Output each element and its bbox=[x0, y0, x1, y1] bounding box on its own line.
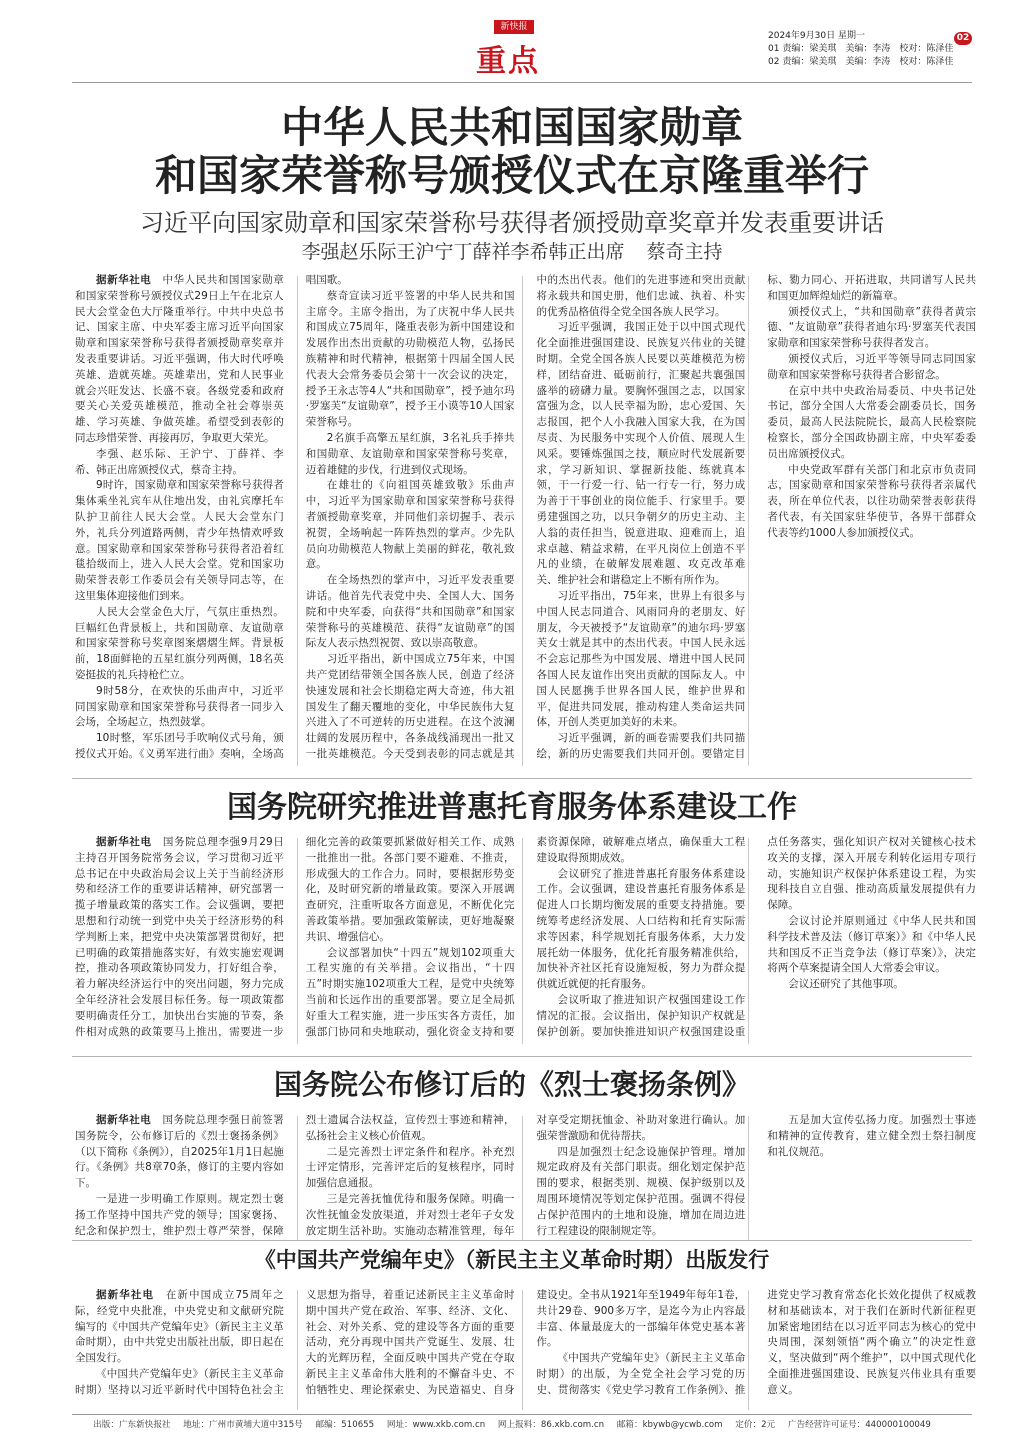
article-paragraph: 习近平指出，75年来，世界上有很多与中国人民志同道合、风雨同舟的老朋友、好朋友，今天被授予“友谊勋章”的迪尔玛·罗塞芙女士就是其中的杰出代表。中国人民永远不会忘记那些为中国发展、增进中国人民同各国人民友谊作出突出贡献的国际友人。中国人民愿携手世界各国人民，维护世界和平，促进共同发展，推动构建人类命运共同体，开创人类更加美好的未来。 bbox=[536, 589, 746, 729]
publisher-footer bbox=[72, 1418, 952, 1432]
article-paragraph: 《中国共产党编年史》（新民主主义革命时期）坚持以习近平新时代中国特色社会主义思想为指导，着重记述新民主主义革命时期中国共产党在政治、军事、经济、文化、社会、对外关系、党的建设等各方面的重要活动，充分再现中国共产党诞生、发展、壮大的光辉历程，全面反映中国共产党在夺取新民主主义革命伟大胜利的不懈奋斗史、不怕牺牲史、理论探索史、为民造福史、自身建设史。全书从1921年至1949年每年1卷，共计29卷、900多万字，是迄今为止内容最丰富、体量最庞大的一部编年体党史基本著作。 bbox=[75, 1289, 746, 1396]
footer-tip-line: 网上报料：86.xkb.com.cn bbox=[497, 1420, 605, 1430]
page-number-badge: 02 bbox=[954, 32, 972, 45]
article-paragraph: 《中国共产党编年史》（新民主主义革命时期）的出版，为全党全社会学习党的历史、贯彻落实《党史学习教育工作条例》、推进党史学习教育常态化长效化提供了权威教材和基础读本，对于我们在新时代新征程更加紧密地团结在以习近平同志为核心的党中央周围，深刻领悟“两个确立”的决定性意义，坚决做到“两个维护”，以中国式现代化全面推进强国建设、民族复兴伟业具有重要意义。 bbox=[536, 1289, 976, 1396]
article-paragraph: 10时整，军乐团号手吹响仪式号角，颁授仪式开始。《义勇军进行曲》奏响，全场高唱国歌。 bbox=[75, 274, 348, 760]
article-paragraph: 据新华社电 在新中国成立75周年之际，经党中央批准，中央党史和文献研究院编写的《中国共产党编年史》（新民主主义革命时期），由中共党史出版社出版，即日起在全国发行。 bbox=[75, 1289, 284, 1365]
article-paragraph: 五是加大宣传弘扬力度。加强烈士事迹和精神的宣传教育，建立健全烈士祭扫制度和礼仪规范。 bbox=[767, 1114, 976, 1158]
header-divider bbox=[72, 82, 972, 83]
section-divider bbox=[72, 1056, 972, 1057]
lead-attendance-line bbox=[40, 240, 984, 264]
editor-line: 01 责编：梁美琪 美编：李涛 校对：陈泽佳 bbox=[768, 44, 953, 54]
article-paragraph: 习近平强调，新的画卷需要我们共同描绘，新的历史需要我们共同开创。要错定目标、勠力同心、开拓进取，共同谱写人民共和国更加辉煌灿烂的新篇章。 bbox=[536, 274, 976, 760]
article-paragraph: 在京中共中央政治局委员、中央书记处书记，部分全国人大常委会副委员长，国务委员，最高人民法院院长，最高人民检察院检察长，部分全国政协副主席，中央军委委员出席颁授仪式。 bbox=[767, 384, 976, 460]
article-paragraph: 三是完善抚恤优待和服务保障。明确一次性抚恤金发放渠道，并对烈士老年子女发放定期生活补助。实施动态精准管理，每年对享受定期抚恤金、补助对象进行确认。加强荣誉激励和优待帮扶。 bbox=[305, 1114, 746, 1237]
article-paragraph: 二是完善烈士评定条件和程序。补充烈士评定情形，完善评定后的复核程序，同时加强信息通报。 bbox=[305, 1145, 515, 1190]
footer-license: 广告经营许可证号：440000100049 bbox=[787, 1420, 931, 1430]
paper-badge: 新快报 bbox=[494, 20, 534, 34]
column-divider bbox=[748, 1116, 749, 1240]
column-divider bbox=[522, 838, 523, 1044]
section-divider bbox=[72, 778, 972, 779]
issue-date: 2024年9月30日 星期一 bbox=[768, 31, 865, 41]
story4-headline: 《中国共产党编年史》（新民主主义革命时期）出版发行 bbox=[254, 1247, 770, 1272]
lead-subhead: 习近平向国家勋章和国家荣誉称号获得者颁授勋章奖章并发表重要讲话 bbox=[140, 209, 884, 237]
footer-website: 网址：www.xkb.com.cn bbox=[386, 1420, 486, 1430]
story2-headline: 国务院研究推进普惠托育服务体系建设工作 bbox=[227, 790, 797, 825]
article-paragraph: 习近平强调，我国正处于以中国式现代化全面推进强国建设、民族复兴伟业的关键时期。全党全国各族人民要以英雄模范为榜样，团结奋进、砥砺前行，汇聚起共襄强国盛举的磅礴力量。要胸怀强国之志，以国家富强为念，以人民幸福为盼，忠心爱国、矢志报国，把个人小我融入国家大我，在为国尽责、为民服务中实现个人价值、展现人生风采。要锤炼强国之技，顺应时代发展新要求，学习新知识、掌握新技能、练就真本领，干一行爱一行、钻一行专一行，努力成为善于干事创业的岗位能手、行家里手。要勇建强国之功，以只争朝夕的历史主动、主人翁的责任担当，锐意进取、迎难而上，追求卓越、精益求精，在平凡岗位上创造不平凡的业绩，在破解发展难题、攻克改革难关、维护社会和谐稳定上不断有所作为。 bbox=[536, 321, 746, 587]
story3-body bbox=[75, 1113, 976, 1241]
article-paragraph: 据新华社电 国务院总理李强9月29日主持召开国务院常务会议，学习贯彻习近平总书记在中央政治局会议上关于当前经济形势和经济工作的重要讲话精神，研究部署一揽子增量政策的落实工作。会议强调，要把思想和行动统一到党中央关于经济形势的科学判断上来，把党中央决策部署贯彻好，把已明确的政策措施落实好，有效实施宏观调控，推动各项政策协同发力，打好组合拳，着力解决经济运行中的突出问题，努力完成全年经济社会发展目标任务。每一项政策都要明确责任分工，加快出台实施的节奏，条件相对成熟的政策要马上推出，需要进一步细化完善的政策要抓紧做好相关工作、成熟一批推出一批。各部门要不避难、不推责，形成强大的工作合力。同时，要根据形势变化，及时研究新的增量政策。要深入开展调查研究，注重听取各方面意见，不断优化完善政策举措。要加强政策解读，更好地凝聚共识、增强信心。 bbox=[75, 836, 515, 1038]
story2-body bbox=[75, 835, 976, 1045]
footer-email: 邮箱：kbywb@ycwb.com bbox=[616, 1420, 723, 1430]
column-divider bbox=[522, 1116, 523, 1240]
footer-postcode: 邮编：510655 bbox=[315, 1420, 375, 1430]
article-paragraph: 在雄壮的《向祖国英雄致敬》乐曲声中，习近平为国家勋章和国家荣誉称号获得者颁授勋章奖章，并同他们亲切握手、表示祝贺，全场响起一阵阵热烈的掌声。少先队员向功勋模范人物献上美丽的鲜花，敬礼致意。 bbox=[305, 479, 515, 571]
article-paragraph: 人民大会堂金色大厅，气氛庄重热烈。巨幅红色背景板上，共和国勋章、友谊勋章和国家荣誉称号奖章图案熠熠生辉。背景板前，18面鲜艳的五星红旗分列两侧，18名英姿挺拔的礼兵持枪伫立。 bbox=[75, 605, 284, 681]
article-paragraph: 一是进一步明确工作原则。规定烈士褒扬工作坚持中国共产党的领导；国家褒扬、纪念和保护烈士，维护烈士尊严荣誉，保障烈士遗属合法权益，宣传烈士事迹和精神，弘扬社会主义核心价值观。 bbox=[75, 1114, 515, 1237]
article-paragraph: 据新华社电 国务院总理李强日前签署国务院令，公布修订后的《烈士褒扬条例》（以下简称《条例》），自2025年1月1日起施行。《条例》共8章70条，修订的主要内容如下。 bbox=[75, 1114, 284, 1190]
column-divider bbox=[522, 276, 523, 766]
attendance-text: 李强赵乐际王沪宁丁薛祥李希韩正出席 bbox=[301, 241, 625, 263]
footer-address: 地址：广州市黄埔大道中315号 bbox=[183, 1420, 303, 1430]
article-paragraph: 颁授仪式后，习近平等领导同志同国家勋章和国家荣誉称号获得者合影留念。 bbox=[767, 352, 976, 381]
article-paragraph: 会议部署加快“十四五”规划102项重大工程实施的有关举措。会议指出，“十四五”时期实施102项重大工程，是党中央统筹当前和长远作出的重要部署。要立足全局抓好重大工程实施，进一步压实各方责任，加强部门协同和央地联动，强化资金支持和要素资源保障，破解难点堵点，确保重大工程建设取得预期成效。 bbox=[305, 836, 746, 1038]
lead-story-body bbox=[75, 273, 976, 769]
dateline: 据新华社电 bbox=[96, 1114, 152, 1126]
column-divider bbox=[297, 1116, 298, 1240]
dateline: 据新华社电 bbox=[96, 1289, 155, 1301]
column-divider bbox=[748, 1290, 749, 1410]
dateline: 据新华社电 bbox=[96, 836, 152, 848]
article-paragraph: 会议讨论并原则通过《中华人民共和国科学技术普及法（修订草案）》和《中华人民共和国反不正当竞争法（修订草案）》，决定将两个草案提请全国人大常委会审议。 bbox=[767, 914, 976, 975]
column-divider bbox=[522, 1290, 523, 1410]
article-paragraph: 会议还研究了其他事项。 bbox=[788, 978, 904, 991]
lead-headline-line2: 和国家荣誉称号颁授仪式在京隆重举行 bbox=[154, 151, 869, 200]
article-paragraph: 颁授仪式上，“共和国勋章”获得者黄宗德、“友谊勋章”获得者迪尔玛·罗塞芙代表国家勋章和国家荣誉称号获得者发言。 bbox=[767, 305, 976, 350]
article-paragraph: 2名旗手高擎五星红旗，3名礼兵手捧共和国勋章、友谊勋章和国家荣誉称号奖章，迈着雄健的步伐，行进到仪式现场。 bbox=[305, 431, 515, 476]
column-divider bbox=[297, 838, 298, 1044]
host-text: 蔡奇主持 bbox=[646, 241, 723, 263]
story3-headline: 国务院公布修订后的《烈士褒扬条例》 bbox=[273, 1068, 750, 1101]
column-divider bbox=[297, 1290, 298, 1410]
article-paragraph: 会议研究了推进普惠托育服务体系建设工作。会议强调，建设普惠托育服务体系是促进人口长期均衡发展的重要支持措施。要统筹考虑经济发展、人口结构和托育实际需求等因素，科学规划托育服务体系，大力发展托幼一体服务，优化托育服务精准供给，加快补齐社区托育设施短板，努力为群众提供就近就便的托育服务。 bbox=[536, 867, 746, 991]
article-paragraph: 9时58分，在欢快的乐曲声中，习近平同国家勋章和国家荣誉称号获得者一同步入会场，全场起立，热烈鼓掌。 bbox=[75, 684, 284, 729]
dateline: 据新华社电 bbox=[96, 274, 152, 286]
article-paragraph: 中央党政军群有关部门和北京市负责同志，国家勋章和国家荣誉称号获得者亲属代表，所在单位代表，以往功勋荣誉表彰获得者代表，有关国家驻华使节，各界干部群众代表等约1000人参加颁授仪式。 bbox=[767, 463, 976, 539]
section-divider bbox=[72, 1240, 972, 1241]
column-divider bbox=[297, 276, 298, 766]
article-paragraph: 会议听取了推进知识产权强国建设工作情况的汇报。会议指出，保护知识产权就是保护创新。要加快推进知识产权强国建设重点任务落实，强化知识产权对关键核心技术攻关的支撑，深入开展专利转化运用专项行动，实施知识产权保护体系建设工程，为实现科技自立自强、推动高质量发展提供有力保障。 bbox=[536, 836, 976, 1038]
article-paragraph: 四是加强烈士纪念设施保护管理。增加规定政府及有关部门职责。细化划定保护范围的要求，根据类别、规模、保护级别以及周围环境情况等划定保护范围。强调不得侵占保护范围内的土地和设施，增加在周边进行工程建设的限制规定等。 bbox=[536, 1145, 746, 1237]
article-paragraph: 据新华社电 中华人民共和国国家勋章和国家荣誉称号颁授仪式29日上午在北京人民大会堂金色大厅隆重举行。中共中央总书记、国家主席、中央军委主席习近平向国家勋章和国家荣誉称号获得者颁授勋章奖章并发表重要讲话。习近平强调，伟大时代呼唤英雄、造就英雄。英雄辈出，党和人民事业就会兴旺发达、长盛不衰。各级党委和政府要关心关爱英雄模范，推动全社会尊崇英雄、学习英雄、争做英雄。希望受到表彰的同志珍惜荣誉、再接再厉，争取更大荣光。 bbox=[75, 274, 284, 444]
lead-headline-line1: 中华人民共和国国家勋章 bbox=[280, 103, 743, 152]
column-divider bbox=[748, 276, 749, 766]
article-paragraph: 蔡奇宣读习近平签署的中华人民共和国主席令。主席令指出，为了庆祝中华人民共和国成立75周年，隆重表彰为新中国建设和发展作出杰出贡献的功勋模范人物，弘扬民族精神和时代精神，根据第十四届全国人民代表大会常务委员会第十一次会议的决定，授予王永志等4人“共和国勋章”，授予迪尔玛·罗塞芙“友谊勋章”，授予王小谟等10人国家荣誉称号。 bbox=[305, 289, 515, 429]
article-paragraph: 在全场热烈的掌声中，习近平发表重要讲话。他首先代表党中央、全国人大、国务院和中央军委，向获得“共和国勋章”和国家荣誉称号的英雄模范、获得“友谊勋章”的国际友人表示热烈祝贺、致以崇高敬意。 bbox=[305, 574, 515, 650]
footer-divider bbox=[72, 1414, 972, 1415]
article-paragraph: 李强、赵乐际、王沪宁、丁薛祥、李希、韩正出席颁授仪式，蔡奇主持。 bbox=[75, 447, 284, 476]
footer-publisher: 出版：广东新快报社 bbox=[93, 1420, 171, 1430]
article-paragraph: 习近平指出，新中国成立75年来，中国共产党团结带领全国各族人民，创造了经济快速发展和社会长期稳定两大奇迹，伟大祖国发生了翻天覆地的变化，中华民族伟大复兴进入了不可逆转的历史进程。在这个波澜壮阔的发展历程中，各条战线涌现出一批又一批英雄模范。今天受到表彰的同志就是其中的杰出代表。他们的先进事迹和突出贡献将永载共和国史册，他们忠诚、执着、朴实的优秀品格值得全党全国各族人民学习。 bbox=[305, 274, 746, 760]
story4-body bbox=[75, 1288, 976, 1412]
section-title: 重点 bbox=[476, 44, 540, 79]
editor-line: 02 责编：梁美琪 美编：李涛 校对：陈泽佳 bbox=[768, 57, 953, 67]
column-divider bbox=[748, 838, 749, 1044]
article-paragraph: 9时许，国家勋章和国家荣誉称号获得者集体乘坐礼宾车从住地出发，由礼宾摩托车队护卫前往人民大会堂。人民大会堂东门外，礼兵分列道路两侧，青少年热情欢呼致意。国家勋章和国家荣誉称号获得者沿着红毯拾级而上，进入人民大会堂。党和国家功勋荣誉表彰工作委员会有关领导同志等，在这里集体迎接他们到来。 bbox=[75, 479, 284, 602]
footer-price: 定价：2元 bbox=[735, 1420, 776, 1430]
page-meta bbox=[768, 30, 953, 69]
